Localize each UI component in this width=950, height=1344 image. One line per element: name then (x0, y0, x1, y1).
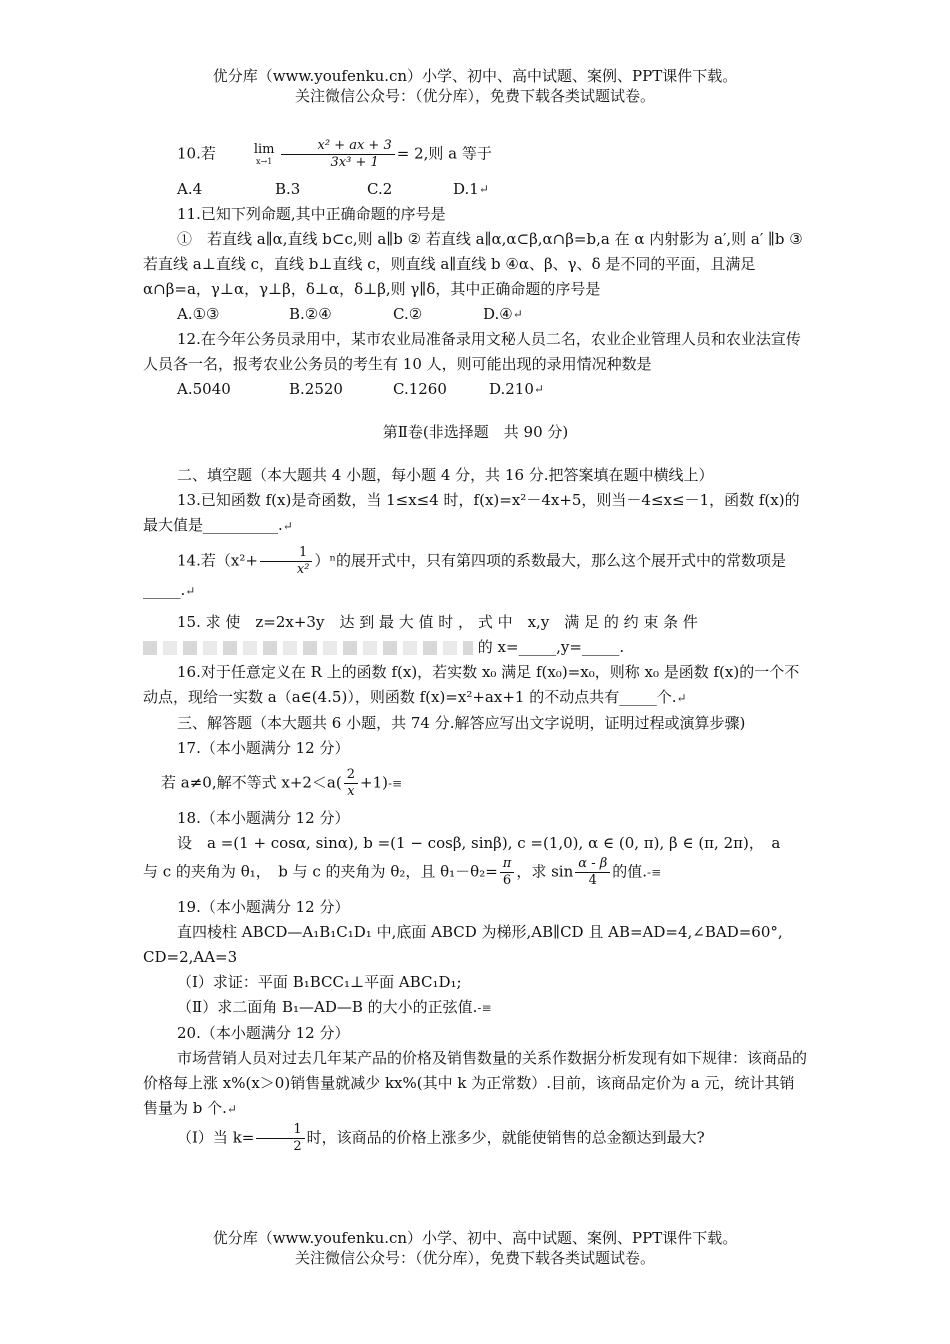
q20-frac-num: 1 (256, 1122, 304, 1139)
question-15-line-1: 15. 求 使 z=2x+3y 达 到 最 大 值 时 ， 式 中 x,y 满 足 的 约 束 条 件 (177, 613, 698, 631)
question-19-body: 直四棱柱 ABCD—A₁B₁C₁D₁ 中,底面 ABCD 为梯形,AB∥CD 且 AB=AD=4,∠BAD=60°, CD=2,AA=3 (143, 923, 783, 966)
q10-suffix: ,则 a 等于 (423, 144, 492, 163)
q15-answer-blanks: 的 x=_____,y=_____. (477, 638, 625, 656)
header-line-1: 优分库（www.youfenku.cn）小学、初中、高中试题、案例、PPT课件下载。 (212, 67, 738, 85)
question-19-part-2 (143, 995, 808, 1021)
lim-subscript: x→1 (256, 157, 273, 166)
q12-option-d: D.210 (489, 380, 534, 398)
q11-option-d: D.④ (483, 305, 513, 323)
q20-part1-suffix: 时，该商品的价格上涨多少，就能使销售的总金额达到最大? (306, 1128, 705, 1147)
page-footer (0, 1228, 950, 1268)
q14-frac-num: 1 (260, 545, 313, 562)
q12-option-c: C.1260 (393, 380, 447, 398)
q10-eq: = 2 (396, 144, 424, 163)
q18-prefix: 与 c 的夹角为 θ₁， b 与 c 的夹角为 θ₂，且 θ₁－θ₂= (143, 862, 498, 881)
fill-in-section-title: 二、填空题（本大题共 4 小题，每小题 4 分，共 16 分.把答案填在题中横线上） (177, 466, 714, 484)
q10-options (143, 177, 808, 202)
section-2-title: 第Ⅱ卷(非选择题 共 90 分) (382, 423, 569, 441)
return-mark-icon: ↵ (226, 1102, 237, 1116)
return-mark-icon: ↵ (282, 519, 293, 533)
question-18-title: 18.（本小题满分 12 分） (177, 809, 350, 827)
q17-fraction (344, 767, 358, 800)
question-17-title: 17.（本小题满分 12 分） (177, 739, 350, 757)
q19-part2-text: （Ⅱ）求二面角 B₁—AD—B 的大小的正弦值. (177, 998, 478, 1016)
question-20-part-1 (143, 1122, 808, 1155)
q10-prefix: 10.若 (177, 144, 216, 163)
q17-prefix: 若 a≠0,解不等式 x+2＜a( (161, 773, 342, 792)
footer-line-2: 关注微信公众号：（优分库），免费下载各类试题试卷。 (294, 1249, 655, 1267)
q18-fraction-1 (500, 856, 515, 889)
header-line-2: 关注微信公众号：（优分库），免费下载各类试题试卷。 (294, 87, 655, 105)
question-20-title: 20.（本小题满分 12 分） (177, 1024, 350, 1042)
question-14 (143, 545, 808, 604)
question-15-line-2 (143, 635, 808, 660)
question-11-stem: 11.已知下列命题,其中正确命题的序号是 (177, 205, 446, 223)
q18-frac2-num: α - β (575, 856, 610, 873)
q20-part1-prefix: （Ⅰ）当 k= (177, 1128, 255, 1147)
question-19-part-1: （Ⅰ）求证：平面 B₁BCC₁⊥平面 ABC₁D₁; (177, 973, 462, 991)
q18-mid: ，求 sin (516, 862, 574, 881)
question-18-line-2 (143, 856, 808, 889)
q18-frac1-den: 6 (502, 873, 512, 888)
q12-option-b: B.2520 (289, 380, 343, 398)
q10-option-d: D.1 (453, 180, 479, 198)
question-16 (143, 660, 808, 711)
lim-operator: lim x→1 (220, 143, 275, 166)
q17-frac-den: x (347, 784, 355, 799)
constraint-image-placeholder (143, 641, 473, 655)
q20-fraction (256, 1122, 304, 1155)
paragraph-mark-icon: -≡ (387, 776, 403, 791)
return-mark-icon: ↵ (533, 382, 544, 396)
footer-line-1: 优分库（www.youfenku.cn）小学、初中、高中试题、案例、PPT课件下载。 (212, 1229, 738, 1247)
question-11-body: ① 若直线 a∥α,直线 b⊂c,则 a∥b ② 若直线 a∥α,α⊂β,α∩β=b,a 在 α 内射影为 a′,则 a′ ∥b ③ 若直线 a⊥直线 c，直线 b⊥直线 c，则直线 a∥直线 b ④α、β、γ、δ 是不同的平面，且满足 α∩β=a，γ⊥α，γ⊥β，δ⊥α，δ⊥β,则 γ∥δ，其中正确命题的序号是 (143, 230, 803, 298)
q10-option-c: C.2 (367, 180, 393, 198)
question-12-stem: 12.在今年公务员录用中，某市农业局准备录用文秘人员二名，农业企业管理人员和农业法宣传人员各一名，报考农业公务员的考生有 10 人，则可能出现的录用情况种数是 (143, 330, 801, 373)
q11-options (143, 302, 808, 327)
q17-suffix: +1) (360, 773, 388, 792)
q14-fraction (260, 545, 313, 578)
q18-frac2-den: 4 (588, 873, 597, 888)
page-header (0, 66, 950, 106)
q14-frac-den: x² (296, 562, 310, 577)
question-10 (143, 138, 808, 171)
exam-content (143, 138, 808, 1155)
q12-options (143, 377, 808, 402)
q10-denominator: 3x³ + 1 (330, 155, 379, 170)
q10-numerator: x² + ax + 3 (281, 138, 395, 155)
solve-section-title: 三、解答题（本大题共 6 小题，共 74 分.解答应写出文字说明，证明过程或演算步骤) (177, 714, 746, 732)
q16-text: 16.对于任意定义在 R 上的函数 f(x)，若实数 x₀ 满足 f(x₀)=x₀，则称 x₀ 是函数 f(x)的一个不动点，现给一实数 a（a∈(4.5)），则函数 f(x)=x²+ax+1 的不动点共有_____个. (143, 663, 800, 706)
q13-text: 13.已知函数 f(x)是奇函数，当 1≤x≤4 时，f(x)=x²－4x+5，则当－4≤x≤－1，函数 f(x)的最大值是__________. (143, 491, 800, 534)
return-mark-icon: ↵ (676, 691, 687, 705)
q18-suffix: 的值. (612, 862, 648, 881)
q20-body-text: 市场营销人员对过去几年某产品的价格及销售数量的关系作数据分析发现有如下规律：该商品的价格每上涨 x%(x＞0)销售量就减少 kx%(其中 k 为正常数）.目前，该商品定价为 a 元，统计其销售量为 b 个. (143, 1049, 808, 1117)
return-mark-icon: ↵ (185, 584, 196, 598)
return-mark-icon: ↵ (478, 182, 489, 196)
question-13 (143, 488, 808, 539)
q17-frac-num: 2 (344, 767, 358, 784)
q11-option-b: B.②④ (289, 305, 332, 323)
question-19-title: 19.（本小题满分 12 分） (177, 898, 350, 916)
q18-frac1-num: π (500, 856, 515, 873)
q20-frac-den: 2 (293, 1139, 302, 1154)
q12-option-a: A.5040 (177, 380, 231, 398)
q14-suffix: ）ⁿ的展开式中，只有第四项的系数最大，那么这个展开式中的常数项是_____. (143, 551, 786, 599)
q11-option-c: C.② (393, 305, 423, 323)
question-17-body (143, 767, 808, 800)
question-18-line-1: 设 a =(1 + cosα, sinα), b =(1 − cosβ, sinβ), c =(1,0), α ∈ (0, π), β ∈ (π, 2π)， a (177, 834, 781, 852)
q10-option-a: A.4 (177, 180, 203, 198)
paragraph-mark-icon: -≡ (647, 865, 662, 880)
paragraph-mark-icon: -≡ (477, 1001, 492, 1015)
q18-fraction-2 (575, 856, 610, 889)
q10-fraction (281, 138, 395, 171)
q11-option-a: A.①③ (177, 305, 220, 323)
return-mark-icon: ↵ (512, 307, 523, 321)
q14-prefix: 14.若（x²+ (177, 551, 258, 570)
question-20-body (143, 1046, 808, 1122)
q10-option-b: B.3 (275, 180, 301, 198)
